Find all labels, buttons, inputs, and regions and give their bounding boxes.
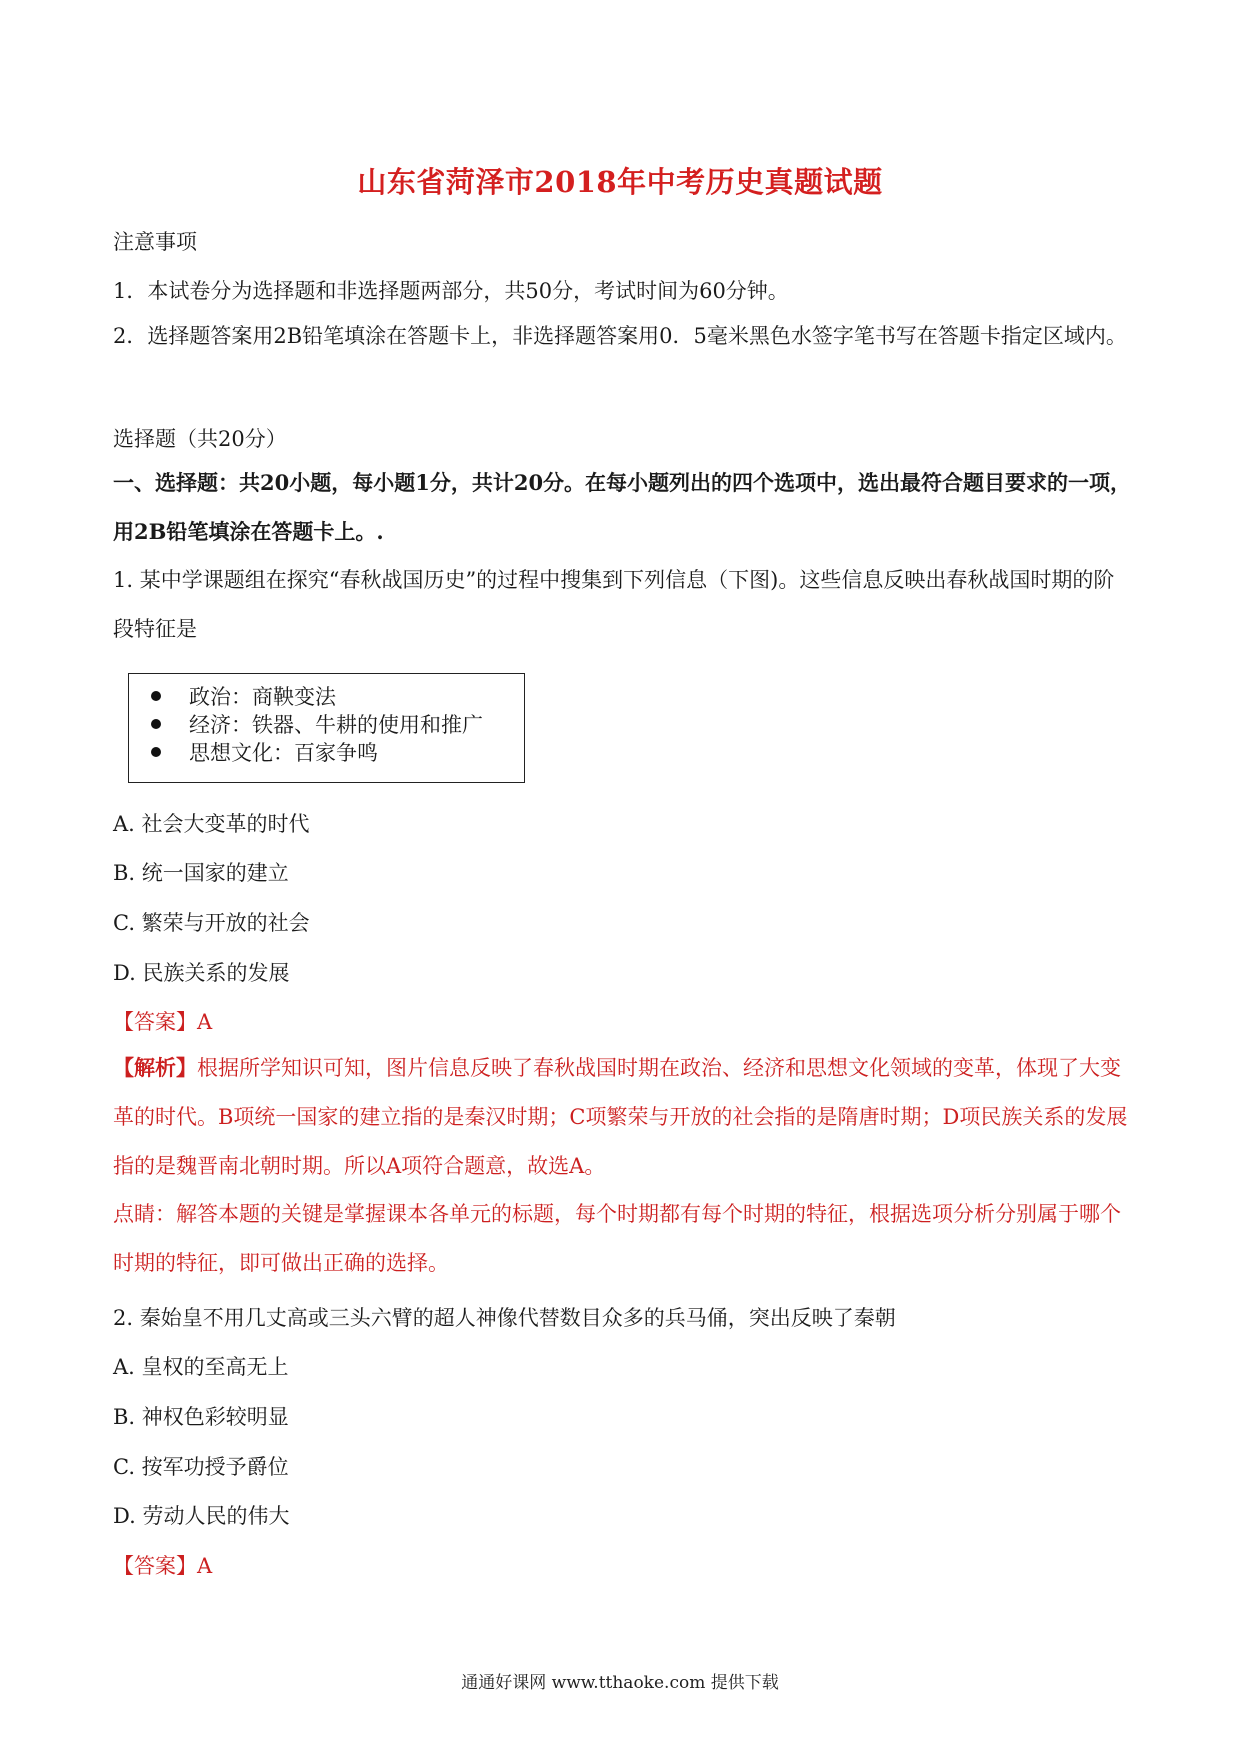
q2-option-d: D. 劳动人民的伟大: [113, 1504, 290, 1528]
q2-answer: [113, 1550, 212, 1580]
q1-box-item-text: 政治：商鞅变法: [189, 685, 336, 709]
q2-option-c: C. 按军功授予爵位: [113, 1455, 289, 1479]
q1-box-item: [145, 682, 524, 710]
q1-box-item: [145, 710, 524, 738]
q1-analysis-text: 根据所学知识可知，图片信息反映了春秋战国时期在政治、经济和思想文化领域的变革，体现了大变革的时代。B项统一国家的建立指的是秦汉时期；C项繁荣与开放的社会指的是隋唐时期；D项民族关系的发展指的是魏晋南北朝时期。所以A项符合题意，故选A。: [113, 1056, 1128, 1178]
q1-box-item: [145, 738, 524, 766]
q1-answer-label: 【答案】: [113, 1010, 197, 1034]
q1-option-b: B. 统一国家的建立: [113, 861, 289, 885]
q1-option-d: D. 民族关系的发展: [113, 961, 290, 985]
q2-option-b: B. 神权色彩较明显: [113, 1405, 289, 1429]
bullet-icon: [151, 719, 161, 729]
bullet-icon: [151, 747, 161, 757]
q1-tip: 点睛：解答本题的关键是掌握课本各单元的标题，每个时期都有每个时期的特征，根据选项分析分别属于哪个时期的特征，即可做出正确的选择。: [113, 1202, 1121, 1275]
q1-analysis-label: 【解析】: [113, 1055, 197, 1080]
q1-info-box: [128, 673, 525, 783]
document-title: 山东省菏泽市2018年中考历史真题试题: [357, 165, 883, 199]
notice-item-1: 1．本试卷分为选择题和非选择题两部分，共50分，考试时间为60分钟。: [113, 279, 789, 303]
q1-box-item-text: 思想文化：百家争鸣: [189, 741, 378, 765]
q1-box-item-text: 经济：铁器、牛耕的使用和推广: [189, 713, 483, 737]
page-footer: 通通好课网 www.tthaoke.com 提供下载: [461, 1673, 779, 1693]
q1-option-c: C. 繁荣与开放的社会: [113, 911, 310, 935]
q1-stem: 1. 某中学课题组在探究“春秋战国历史”的过程中搜集到下列信息（下图)。这些信息反映出春秋战国时期的阶段特征是: [113, 568, 1115, 641]
q1-option-a: A. 社会大变革的时代: [113, 812, 310, 836]
q1-answer-value: A: [197, 1010, 213, 1034]
q1-answer: [113, 1006, 212, 1036]
q2-answer-label: 【答案】: [113, 1554, 197, 1578]
bullet-icon: [151, 691, 161, 701]
q2-answer-value: A: [197, 1554, 213, 1578]
notice-heading: 注意事项: [113, 230, 197, 254]
q2-stem: 2. 秦始皇不用几丈高或三头六臂的超人神像代替数目众多的兵马俑，突出反映了秦朝: [113, 1306, 896, 1330]
section-heading: 选择题（共20分）: [113, 427, 287, 451]
notice-item-2: 2．选择题答案用2B铅笔填涂在答题卡上，非选择题答案用0．5毫米黑色水签字笔书写在答题卡指定区域内。: [113, 324, 1127, 348]
q2-option-a: A. 皇权的至高无上: [113, 1355, 289, 1379]
q1-analysis: [113, 1043, 1133, 1191]
section-instruction: 一、选择题：共20小题，每小题1分，共计20分。在每小题列出的四个选项中，选出最符合题目要求的一项，用2B铅笔填涂在答题卡上。.: [113, 470, 1132, 544]
